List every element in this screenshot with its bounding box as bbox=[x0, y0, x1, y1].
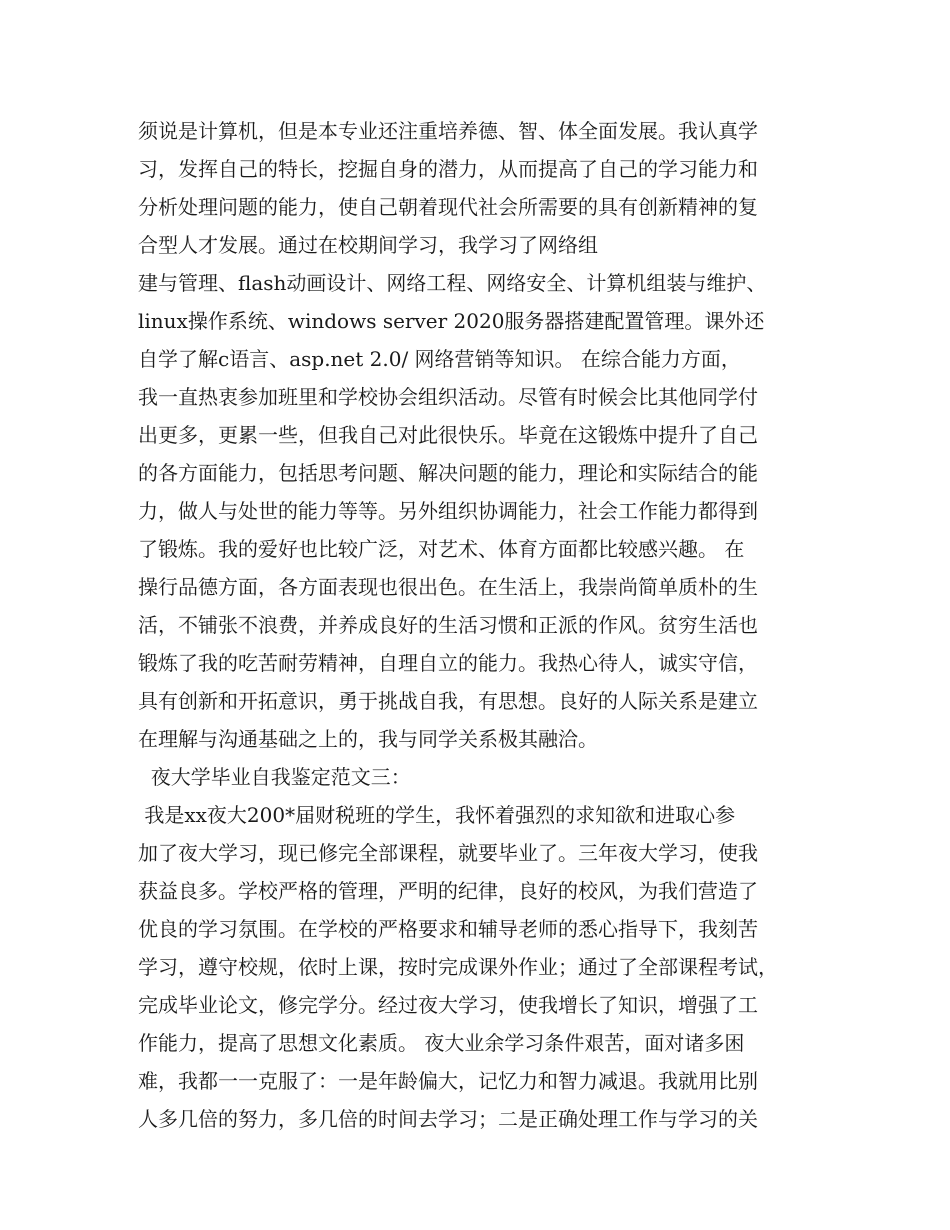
text-line: 我一直热衷参加班里和学校协会组织活动。尽管有时候会比其他同学付 bbox=[138, 385, 758, 409]
text-line: 学习，遵守校规，依时上课，按时完成课外作业；通过了全部课程考试， bbox=[138, 955, 778, 979]
text-line: 自学了解c语言、asp.net 2.0/ 网络营销等知识。 在综合能力方面， bbox=[138, 347, 741, 371]
text-line: 人多几倍的努力，多几倍的时间去学习；二是正确处理工作与学习的关 bbox=[138, 1107, 758, 1131]
text-line: 获益良多。学校严格的管理，严明的纪律，良好的校风，为我们营造了 bbox=[138, 879, 758, 903]
text-line: 优良的学习氛围。在学校的严格要求和辅导老师的悉心指导下，我刻苦 bbox=[138, 917, 758, 941]
text-line: 的各方面能力，包括思考问题、解决问题的能力，理论和实际结合的能 bbox=[138, 461, 758, 485]
text-line: 作能力，提高了思想文化素质。 夜大业余学习条件艰苦，面对诸多困 bbox=[138, 1031, 745, 1055]
text-line: 出更多，更累一些，但我自己对此很快乐。毕竟在这锻炼中提升了自己 bbox=[138, 423, 758, 447]
text-line: 力，做人与处世的能力等等。另外组织协调能力，社会工作能力都得到 bbox=[138, 499, 758, 523]
text-line: 完成毕业论文，修完学分。经过夜大学习，使我增长了知识，增强了工 bbox=[138, 993, 758, 1017]
text-line: 了锻炼。我的爱好也比较广泛，对艺术、体育方面都比较感兴趣。 在 bbox=[138, 537, 745, 561]
text-line: linux操作系统、windows server 2020服务器搭建配置管理。课外还 bbox=[138, 309, 765, 333]
text-line: 锻炼了我的吃苦耐劳精神，自理自立的能力。我热心待人，诚实守信， bbox=[138, 651, 758, 675]
text-line: 分析处理问题的能力，使自己朝着现代社会所需要的具有创新精神的复 bbox=[138, 195, 758, 219]
text-line: 活，不铺张不浪费，并养成良好的生活习惯和正派的作风。贫穷生活也 bbox=[138, 613, 758, 637]
text-line: 建与管理、flash动画设计、网络工程、网络安全、计算机组装与维护、 bbox=[138, 271, 767, 295]
text-line: 在理解与沟通基础之上的，我与同学关系极其融洽。 bbox=[138, 727, 598, 751]
text-line: 难，我都一一克服了：一是年龄偏大，记忆力和智力减退。我就用比别 bbox=[138, 1069, 758, 1093]
document-text-body bbox=[138, 112, 828, 1138]
text-line: 须说是计算机，但是本专业还注重培养德、智、体全面发展。我认真学 bbox=[138, 119, 758, 143]
text-line: 合型人才发展。通过在校期间学习，我学习了网络组 bbox=[138, 233, 598, 257]
section-heading: 夜大学毕业自我鉴定范文三： bbox=[138, 765, 411, 789]
text-line: 加了夜大学习，现已修完全部课程，就要毕业了。三年夜大学习，使我 bbox=[138, 841, 758, 865]
text-line: 我是xx夜大200*届财税班的学生，我怀着强烈的求知欲和进取心参 bbox=[138, 803, 736, 827]
text-line: 操行品德方面，各方面表现也很出色。在生活上，我崇尚简单质朴的生 bbox=[138, 575, 758, 599]
text-line: 具有创新和开拓意识，勇于挑战自我，有思想。良好的人际关系是建立 bbox=[138, 689, 758, 713]
text-line: 习，发挥自己的特长，挖掘自身的潜力，从而提高了自己的学习能力和 bbox=[138, 157, 758, 181]
